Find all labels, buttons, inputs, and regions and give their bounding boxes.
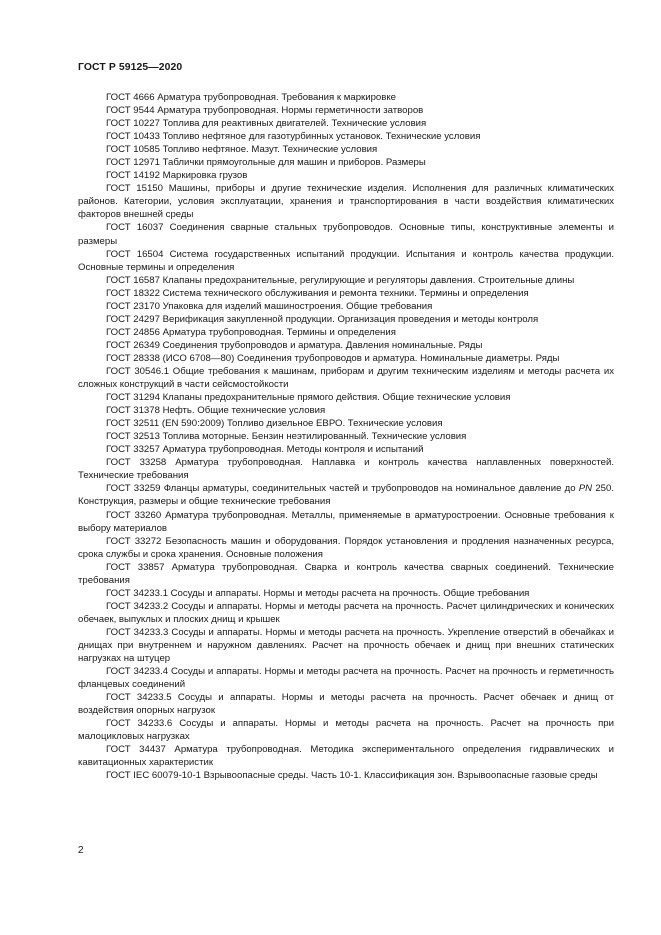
reference-item: ГОСТ 24297 Верификация закупленной продукции. Организация проведения и методы контроля: [106, 313, 539, 325]
reference-item: ГОСТ 34437 Арматура трубопроводная. Методика экспериментального определения гидравлических и кавитационных характеристик: [78, 744, 614, 769]
reference-item: ГОСТ 34233.6 Сосуды и аппараты. Нормы и методы расчета на прочность. Расчет на прочность при малоцикловых нагрузках: [78, 718, 614, 743]
reference-item: ГОСТ 10585 Топливо нефтяное. Мазут. Технические условия: [106, 144, 378, 156]
reference-item: ГОСТ 33259 Фланцы арматуры, соединительных частей и трубопроводов на номинальное давление до PN 250. Конструкция, размеры и общие технические требования: [78, 483, 615, 508]
reference-item: ГОСТ 12971 Таблички прямоугольные для машин и приборов. Размеры: [106, 157, 426, 169]
reference-item: ГОСТ 32511 (EN 590:2009) Топливо дизельное ЕВРО. Технические условия: [106, 418, 443, 430]
reference-item: ГОСТ 26349 Соединения трубопроводов и арматура. Давления номинальные. Ряды: [106, 339, 483, 351]
reference-item: ГОСТ 16504 Система государственных испытаний продукции. Испытания и контроль качества продукции. Основные термины и определения: [78, 248, 614, 273]
reference-item: ГОСТ 23170 Упаковка для изделий машиностроения. Общие требования: [106, 300, 433, 312]
reference-item: ГОСТ 14192 Маркировка грузов: [106, 170, 248, 182]
document-header: ГОСТ Р 59125—2020: [78, 62, 183, 73]
reference-item: ГОСТ 33260 Арматура трубопроводная. Металлы, применяемые в арматуростроении. Основные требования к выбору материалов: [78, 509, 614, 534]
reference-item: ГОСТ 33272 Безопасность машин и оборудования. Порядок установления и продления назначенных ресурса, срока службы и срока хранения. Основные положения: [78, 535, 614, 560]
reference-item: ГОСТ 24856 Арматура трубопроводная. Термины и определения: [106, 326, 396, 338]
reference-item: ГОСТ 34233.1 Сосуды и аппараты. Нормы и методы расчета на прочность. Общие требования: [106, 587, 530, 599]
reference-item: ГОСТ 33857 Арматура трубопроводная. Сварка и контроль качества сварных соединений. Технические требования: [78, 561, 614, 586]
reference-item: ГОСТ 34233.3 Сосуды и аппараты. Нормы и методы расчета на прочность. Укрепление отверстий в обечайках и днищах при внутреннем и наружном давлениях. Расчет на прочность обечаек и днищ при внешних статических нагрузках на штуцер: [78, 626, 614, 665]
reference-item: ГОСТ 32513 Топлива моторные. Бензин неэтилированный. Технические условия: [106, 431, 467, 443]
reference-item: ГОСТ 9544 Арматура трубопроводная. Нормы герметичности затворов: [106, 105, 424, 117]
reference-item: ГОСТ 4666 Арматура трубопроводная. Требования к маркировке: [106, 92, 396, 103]
reference-item: ГОСТ 34233.5 Сосуды и аппараты. Нормы и методы расчета на прочность. Расчет обечаек и днищ от воздействия опорных нагрузок: [78, 692, 614, 717]
normative-references-list: [78, 91, 614, 782]
reference-item: ГОСТ 16037 Соединения сварные стальных трубопроводов. Основные типы, конструктивные элементы и размеры: [78, 222, 614, 247]
reference-item: ГОСТ 15150 Машины, приборы и другие технические изделия. Исполнения для различных климатических районов. Категории, условия эксплуатации, хранения и транспортирования в части воздействия климатических факторов внешней среды: [78, 183, 614, 221]
pn-designation: PN: [578, 483, 593, 495]
reference-item: ГОСТ 16587 Клапаны предохранительные, регулирующие и регуляторы давления. Строительные длины: [106, 274, 575, 286]
reference-item: ГОСТ 33258 Арматура трубопроводная. Наплавка и контроль качества наплавленных поверхностей. Технические требования: [78, 457, 614, 482]
reference-item: ГОСТ 10433 Топливо нефтяное для газотурбинных установок. Технические условия: [106, 131, 481, 143]
reference-item: ГОСТ 31378 Нефть. Общие технические условия: [106, 405, 326, 417]
reference-item: ГОСТ 28338 (ИСО 6708—80) Соединения трубопроводов и арматура. Номинальные диаметры. Ряды: [106, 352, 560, 364]
reference-item: ГОСТ IEC 60079-10-1 Взрывоопасные среды. Часть 10-1. Классификация зон. Взрывоопасные газовые среды: [106, 770, 598, 782]
reference-item: ГОСТ 18322 Система технического обслуживания и ремонта техники. Термины и определения: [106, 287, 529, 299]
reference-item: ГОСТ 31294 Клапаны предохранительные прямого действия. Общие технические условия: [106, 392, 511, 404]
reference-item: ГОСТ 33257 Арматура трубопроводная. Методы контроля и испытаний: [106, 444, 424, 456]
reference-item: ГОСТ 10227 Топлива для реактивных двигателей. Технические условия: [106, 118, 427, 130]
reference-item: ГОСТ 34233.4 Сосуды и аппараты. Нормы и методы расчета на прочность. Расчет на прочность и герметичность фланцевых соединений: [78, 666, 614, 691]
reference-item: ГОСТ 34233.2 Сосуды и аппараты. Нормы и методы расчета на прочность. Расчет цилиндрических и конических обечаек, выпуклых и плоских днищ и крышек: [78, 600, 614, 625]
page-number: 2: [78, 845, 84, 856]
reference-item: ГОСТ 30546.1 Общие требования к машинам, приборам и другим техническим изделиям и методы расчета их сложных конструкций в части сейсмостойкости: [78, 365, 614, 391]
